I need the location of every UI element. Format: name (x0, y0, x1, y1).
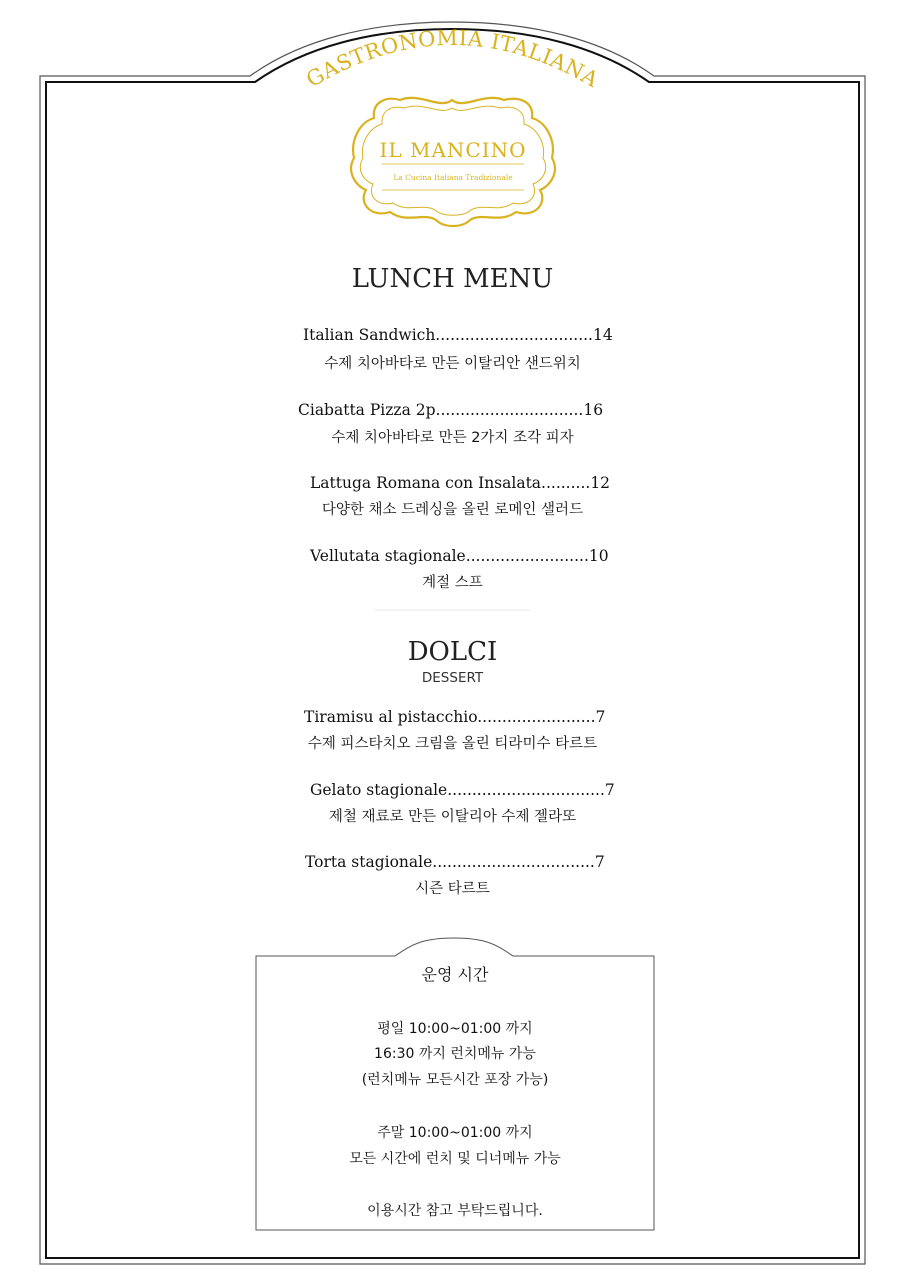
menu-item-desc: 다양한 채소 드레싱을 올린 로메인 샐러드 (321, 502, 584, 518)
dolci-title: DOLCI (407, 637, 498, 667)
hours-line: (런치메뉴 모든시간 포장 가능) (361, 1072, 549, 1088)
menu-item-name: Italian Sandwich................................14 (303, 326, 613, 344)
hours-line: 모든 시간에 런치 및 디너메뉴 가능 (349, 1151, 561, 1167)
menu-item-name: Vellutata stagionale.........................10 (310, 547, 609, 565)
menu-item-desc: 수제 피스타치오 크림을 올린 티라미수 타르트 (307, 736, 598, 752)
menu-item-name: Tiramisu al pistacchio........................7 (304, 708, 606, 726)
dolci-subtitle: DESSERT (421, 670, 484, 686)
lunch-title: LUNCH MENU (351, 264, 554, 294)
arc-title: GASTRONOMIA ITALIANA (302, 25, 603, 93)
hours-title: 운영 시간 (421, 965, 489, 984)
menu-item-desc: 수제 치아바타로 만든 이탈리안 샌드위치 (324, 356, 581, 372)
logo-tagline: La Cucina Italiana Tradizionale (393, 173, 513, 182)
hours-line: 평일 10:00~01:00 까지 (377, 1021, 533, 1037)
menu-item-name: Gelato stagionale................................7 (310, 781, 615, 799)
menu-item-name: Lattuga Romana con Insalata..........12 (310, 474, 611, 492)
menu-item-desc: 시즌 타르트 (415, 881, 490, 897)
logo-name: IL MANCINO (379, 138, 527, 162)
menu-item-name: Ciabatta Pizza 2p..............................16 (298, 401, 604, 419)
hours-line: 16:30 까지 런치메뉴 가능 (374, 1046, 536, 1062)
menu-item-desc: 수제 치아바타로 만든 2가지 조각 피자 (331, 430, 574, 446)
menu-item-name: Torta stagionale.................................7 (305, 853, 605, 871)
menu-item-desc: 계절 스프 (422, 575, 483, 591)
hours-line: 이용시간 참고 부탁드립니다. (367, 1203, 543, 1219)
hours-line: 주말 10:00~01:00 까지 (377, 1125, 533, 1141)
menu-item-desc: 제철 재료로 만든 이탈리아 수제 젤라또 (328, 809, 577, 825)
